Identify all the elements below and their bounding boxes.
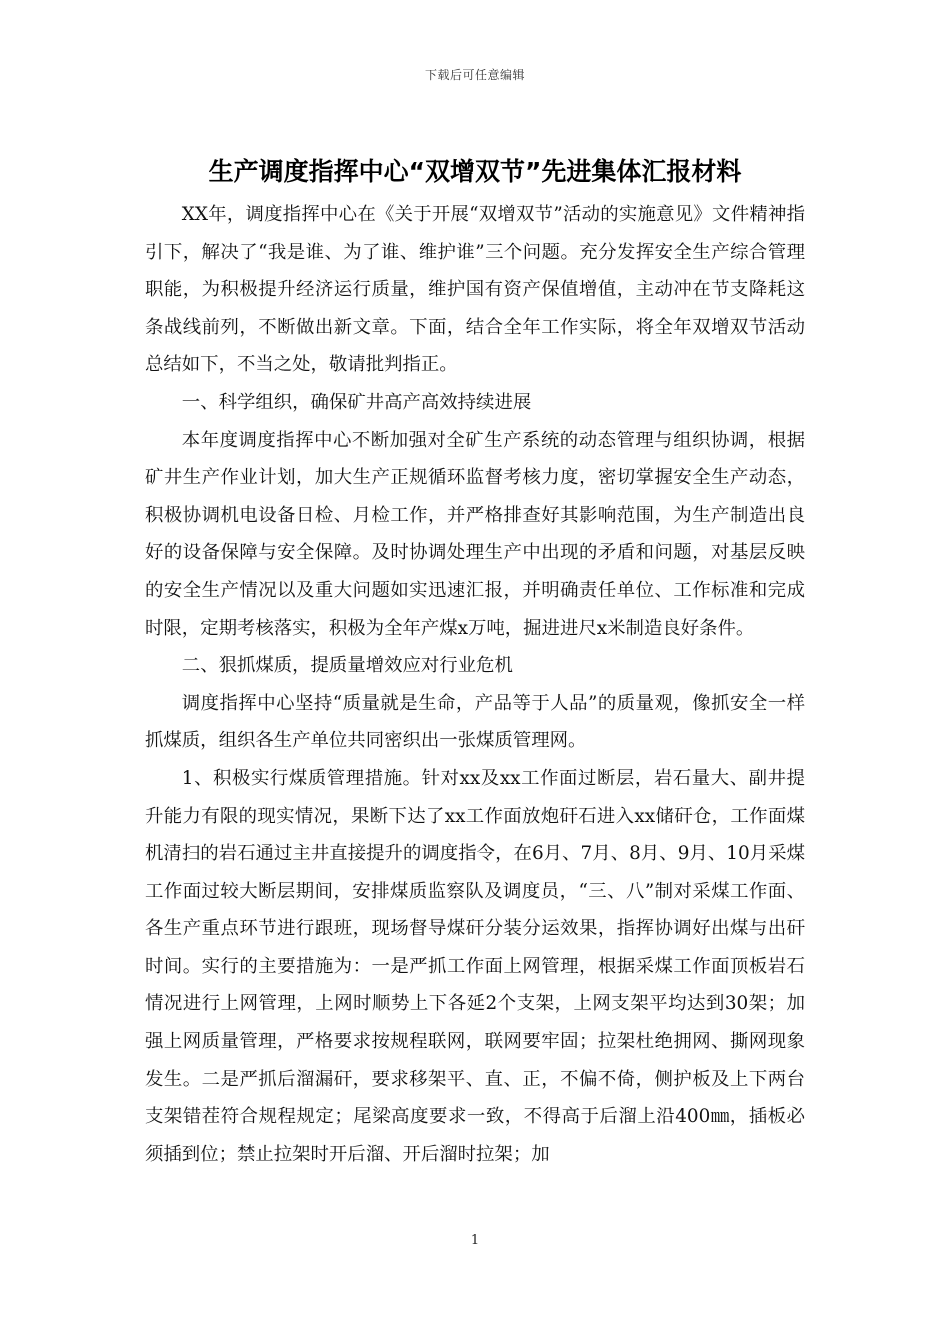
document-body xyxy=(145,196,805,1173)
section-heading-1: 一、科学组织，确保矿井高产高效持续进展 xyxy=(181,391,532,413)
page-number: 1 xyxy=(470,1233,480,1248)
paragraph-section-1: 本年度调度指挥中心不断加强对全矿生产系统的动态管理与组织协调，根据矿井生产作业计划，加大生产正规循环监督考核力度，密切掌握安全生产动态，积极协调机电设备日检、月检工作，并严格排查好其影响范围，为生产制造出良好的设备保障与安全保障。及时协调处理生产中出现的矛盾和问题，对基层反映的安全生产情况以及重大问题如实迅速汇报，并明确责任单位、工作标准和完成时限，定期考核落实，积极为全年产煤x万吨，掘进进尺x米制造良好条件。 xyxy=(145,429,805,639)
paragraph-intro: XX年，调度指挥中心在《关于开展“双增双节”活动的实施意见》文件精神指引下，解决了“我是谁、为了谁、维护谁”三个问题。充分发挥安全生产综合管理职能，为积极提升经济运行质量，维护国有资产保值增值，主动冲在节支降耗这条战线前列，不断做出新文章。下面，结合全年工作实际，将全年双增双节活动总结如下，不当之处，敬请批判指正。 xyxy=(145,204,805,376)
paragraph-section-2: 调度指挥中心坚持“质量就是生命，产品等于人品”的质量观，像抓安全一样抓煤质，组织各生产单位共同密织出一张煤质管理网。 xyxy=(145,692,805,752)
document-title: 生产调度指挥中心“双增双节”先进集体汇报材料 xyxy=(208,157,742,186)
header-note: 下载后可任意编辑 xyxy=(424,68,525,82)
paragraph-item-1: 1、积极实行煤质管理措施。针对xx及xx工作面过断层，岩石量大、副井提升能力有限的现实情况，果断下达了xx工作面放炮矸石进入xx储矸仓，工作面煤机清扫的岩石通过主井直接提升的调度指令，在6月、7月、8月、9月、10月采煤工作面过较大断层期间，安排煤质监察队及调度员，“三、八”制对采煤工作面、各生产重点环节进行跟班，现场督导煤矸分装分运效果，指挥协调好出煤与出矸时间。实行的主要措施为：一是严抓工作面上网管理，根据采煤工作面顶板岩石情况进行上网管理，上网时顺势上下各延2个支架，上网支架平均达到30架；加强上网质量管理，严格要求按规程联网，联网要牢固；拉架杜绝拥网、撕网现象发生。二是严抓后溜漏矸，要求移架平、直、正，不偏不倚，侧护板及上下两台支架错茬符合规程规定；尾梁高度要求一致，不得高于后溜上沿400㎜，插板必须插到位；禁止拉架时开后溜、开后溜时拉架；加 xyxy=(145,767,805,1165)
section-heading-2: 二、狠抓煤质，提质量增效应对行业危机 xyxy=(181,655,513,677)
